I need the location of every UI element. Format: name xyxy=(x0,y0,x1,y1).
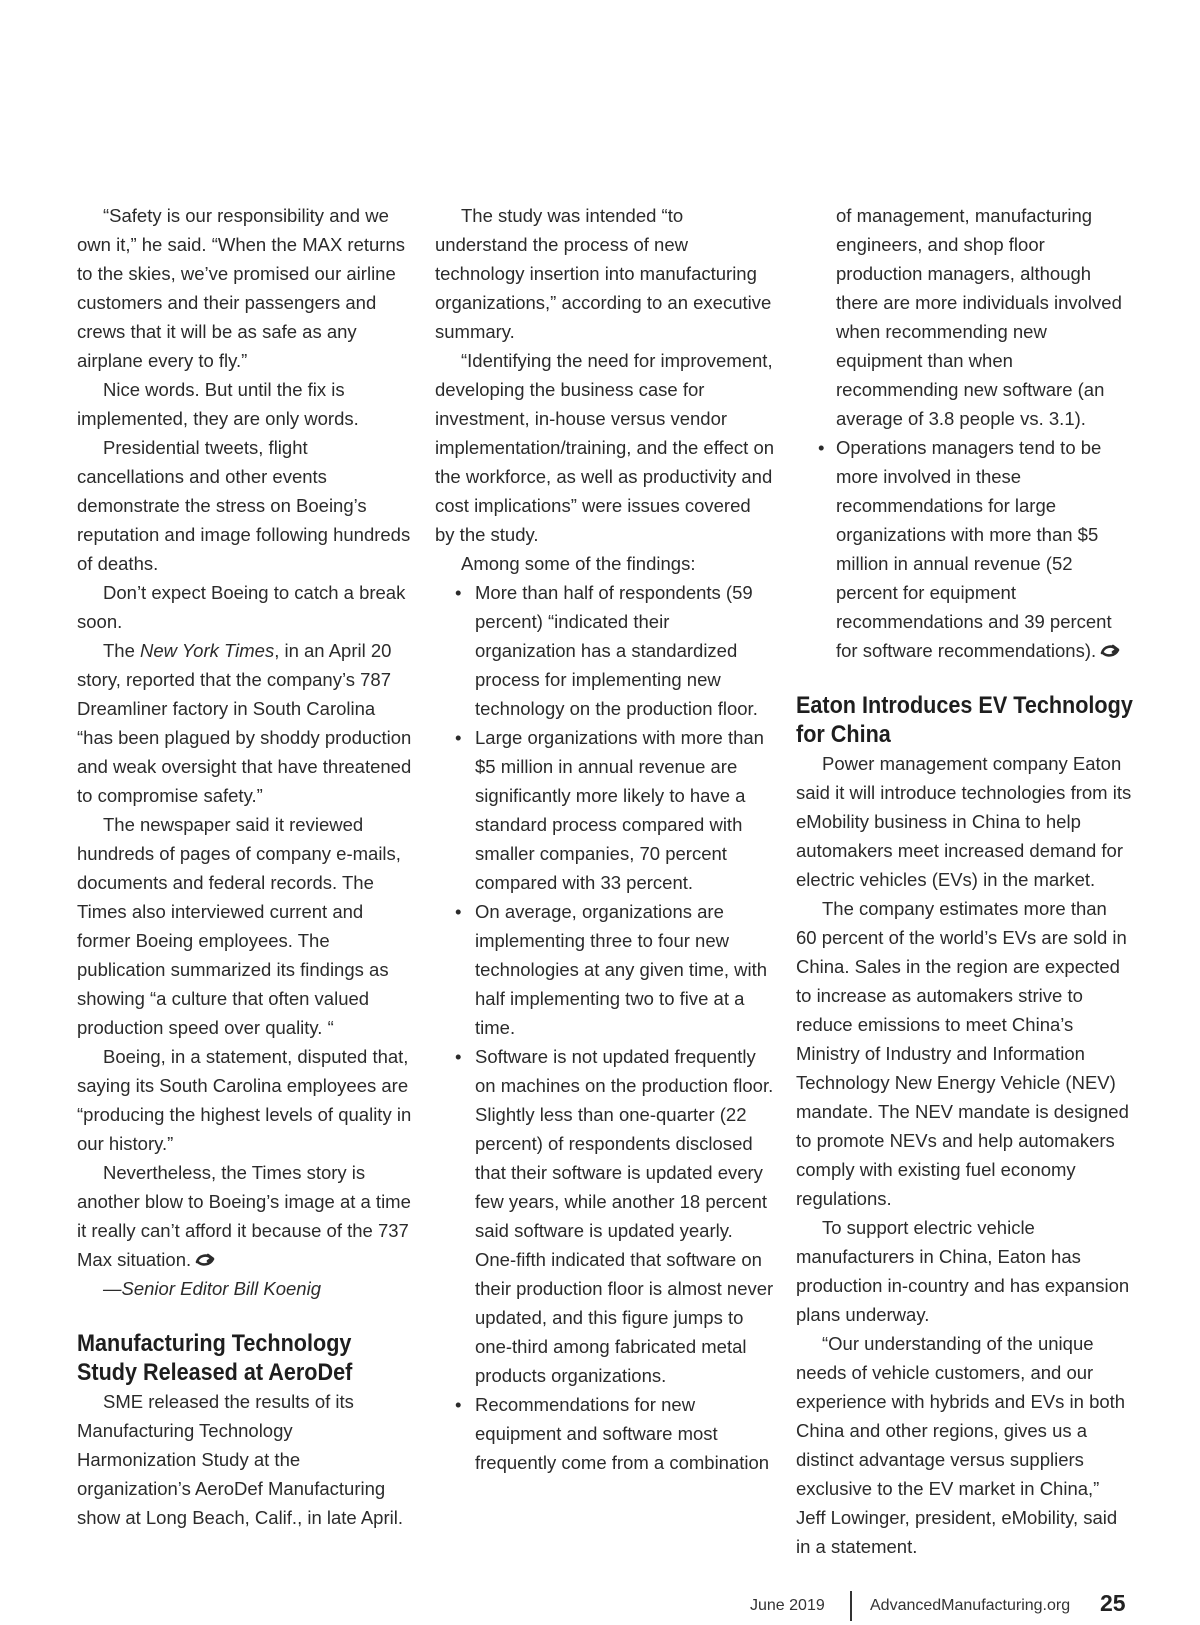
list-item xyxy=(836,433,1132,665)
section-heading: Eaton Introduces EV Technology for China xyxy=(796,692,1133,748)
list-item: • On average, organizations are implementing three to four new technologies at any given time, with half implementing two to five at a time. xyxy=(435,897,775,1042)
end-of-story-icon xyxy=(195,1253,215,1267)
body-paragraph: Presidential tweets, flight cancellations and other events demonstrate the stress on Boeing’s reputation and image following hundreds of deaths. xyxy=(77,437,411,574)
findings-list xyxy=(836,433,1132,665)
body-paragraph: The company estimates more than 60 percent of the world’s EVs are sold in China. Sales in the region are expected to increase as automakers strive to reduce emissions to meet China’s Ministry of Industry and Information Technology New Energy Vehicle (NEV) mandate. The NEV mandate is designed to promote NEVs and help automakers comply with existing fuel economy regulations. xyxy=(796,898,1129,1209)
publication-title: New York Times xyxy=(140,640,275,661)
body-paragraph: “Identifying the need for improvement, developing the business case for investment, in-house versus vendor implementation/training, and the effect on the workforce, as well as productivity and cost implications” were issues covered by the study. xyxy=(435,350,775,545)
body-paragraph: “Safety is our responsibility and we own it,” he said. “When the MAX returns to the skies, we’ve promised our airline customers and their passengers and crews that it will be as safe as any airplane every to fly.” xyxy=(77,205,405,371)
footer-divider xyxy=(850,1591,852,1621)
list-item: • Large organizations with more than $5 million in annual revenue are significantly more likely to have a standard process compared with smaller companies, 70 percent compared with 33 percent. xyxy=(435,723,775,897)
body-paragraph: SME released the results of its Manufacturing Technology Harmonization Study at the organization’s AeroDef Manufacturing show at Long Beach, Calif., in late April. xyxy=(77,1391,403,1528)
page-number: 25 xyxy=(1100,1590,1126,1616)
text-run: The xyxy=(103,640,141,661)
byline xyxy=(77,1274,413,1303)
text-run: Nevertheless, the Times story is another blow to Boeing’s image at a time it really can’t afford it because of the 737 Max situation. xyxy=(77,1162,411,1270)
text-run: Operations managers tend to be more involved in these recommendations for large organizations with more than $5 million in annual revenue (52 percent for equipment recommendations and 39 percent for software recommendations). xyxy=(836,437,1112,661)
body-paragraph: Boeing, in a statement, disputed that, saying its South Carolina employees are “producing the highest levels of quality in our history.” xyxy=(77,1046,412,1154)
section-heading: Manufacturing Technology Study Released at AeroDef xyxy=(77,1330,353,1386)
list-item: • More than half of respondents (59 percent) “indicated their organization has a standardized process for implementing new technology on the production floor. xyxy=(435,578,775,723)
column-2 xyxy=(435,201,775,1477)
page-footer xyxy=(700,1575,1130,1615)
spacer xyxy=(77,1303,413,1329)
body-paragraph xyxy=(77,1158,413,1274)
body-paragraph: Power management company Eaton said it will introduce technologies from its eMobility business in China to help automakers meet increased demand for electric vehicles (EVs) in the market. xyxy=(796,753,1132,890)
list-item: • Software is not updated frequently on machines on the production floor. Slightly less than one-quarter (22 percent) of respondents disclosed that their software is updated every few years, while another 18 percent said software is updated yearly. One-fifth indicated that software on their production floor is almost never updated, and this figure jumps to one-third among fabricated metal products organizations. xyxy=(435,1042,775,1390)
website-link[interactable]: AdvancedManufacturing.org xyxy=(870,1597,1071,1614)
body-paragraph: Among some of the findings: xyxy=(461,553,696,574)
column-1 xyxy=(77,201,413,1532)
issue-date: June 2019 xyxy=(750,1597,825,1614)
body-paragraph: “Our understanding of the unique needs of vehicle customers, and our experience with hybrids and EVs in both China and other regions, gives us a distinct advantage versus suppliers exclusive to the EV market in China,” Jeff Lowinger, president, eMobility, said in a statement. xyxy=(796,1333,1126,1557)
body-paragraph: The study was intended “to understand the process of new technology insertion into manufacturing organizations,” according to an executive summary. xyxy=(435,205,772,342)
findings-list xyxy=(435,578,775,1477)
column-3 xyxy=(796,201,1132,1561)
body-paragraph: The newspaper said it reviewed hundreds of pages of company e-mails, documents and federal records. The Times also interviewed current and former Boeing employees. The publication summarized its findings as showing “a culture that often valued production speed over quality. “ xyxy=(77,814,401,1038)
body-paragraph: Nice words. But until the fix is implemented, they are only words. xyxy=(77,379,359,429)
byline-text: —Senior Editor Bill Koenig xyxy=(103,1278,321,1299)
findings-list-continued xyxy=(796,201,1132,665)
list-item: • Recommendations for new equipment and software most frequently come from a combination xyxy=(435,1390,775,1477)
list-item-continued: of management, manufacturing engineers, and shop floor production managers, although there are more individuals involved when recommending new equipment than when recommending new software (an average of 3.8 people vs. 3.1). xyxy=(836,205,1122,429)
end-of-story-icon xyxy=(1100,644,1120,658)
body-paragraph xyxy=(77,636,413,810)
spacer xyxy=(796,665,1132,691)
text-run: , in an April 20 story, reported that the company’s 787 Dreamliner factory in South Carolina “has been plagued by shoddy production and weak oversight that have threatened to compromise safety.” xyxy=(77,640,412,806)
body-paragraph: To support electric vehicle manufacturers in China, Eaton has production in-country and has expansion plans underway. xyxy=(796,1217,1130,1325)
body-paragraph: Don’t expect Boeing to catch a break soon. xyxy=(77,582,406,632)
